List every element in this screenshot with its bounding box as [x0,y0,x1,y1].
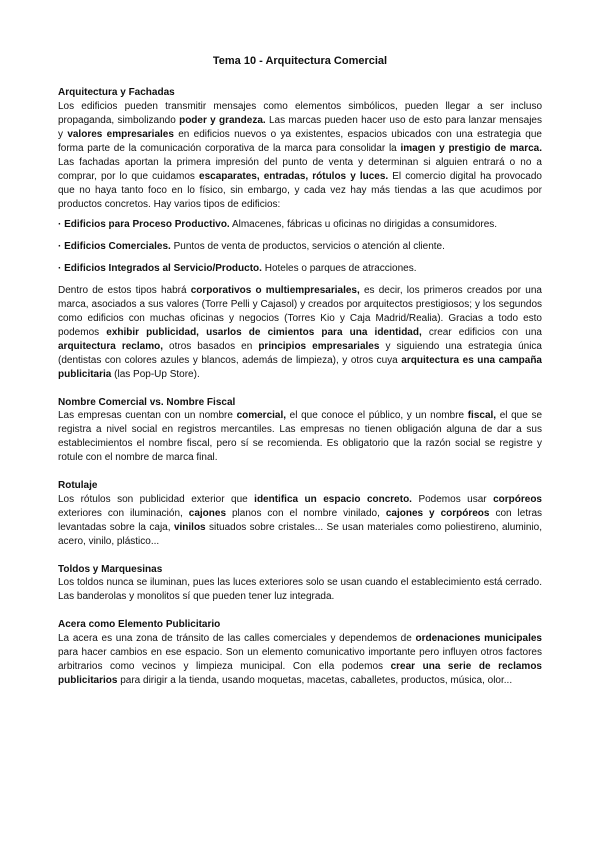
section-rotulaje [58,479,542,549]
document-title: Tema 10 - Arquitectura Comercial [212,55,388,67]
section-heading: Arquitectura y Fachadas [58,87,175,98]
paragraph: Los toldos nunca se iluminan, pues las luces exteriores solo se usan cuando el establecimiento está cerrado. Las banderolas y monolitos sí que pueden tener luz integrada. [58,577,542,602]
section-nombre-comercial-fiscal [58,396,542,466]
list-item: · Edificios Comerciales. Puntos de venta de productos, servicios o atención al cliente. [58,240,445,252]
paragraph: Las empresas cuentan con un nombre comercial, el que conoce el público, y un nombre fiscal, el que se registra a nivel social en registros mercantiles. Las empresas no tienen obligación alguna de dar a sus establecimientos el nombre fiscal, pero sí se recomienda. Es obligatorio que la razón social se registre y rotule con el nombre de marca final. [58,410,542,463]
paragraph: Los rótulos son publicidad exterior que identifica un espacio concreto. Podemos usar corpóreos exteriores con iluminación, cajones planos con el nombre vinilado, cajones y corpóreos con letras levantadas sobre la caja, vinilos situados sobre cristales... Se usan materiales como poliestireno, aluminio, acero, vinilo, plástico... [58,493,543,547]
list-item: · Edificios para Proceso Productivo. Almacenes, fábricas u oficinas no dirigidas a consumidores. [58,218,498,230]
section-heading: Toldos y Marquesinas [58,563,163,575]
section-heading: Nombre Comercial vs. Nombre Fiscal [58,396,236,408]
section-toldos-marquesinas [58,563,542,605]
paragraph: La acera es una zona de tránsito de las calles comerciales y dependemos de ordenaciones municipales para hacer cambios en ese espacio. Son un elemento comunicativo importante pero influyen otros factores arbitrarios como vecinos y limpieza municipal. Con ella podemos crear una serie de reclamos publicitarios para dirigir a la tienda, usando moquetas, macetas, caballetes, productos, música, olor... [58,632,542,686]
section-arquitectura-fachadas [58,86,542,382]
section-heading: Rotulaje [58,480,98,491]
paragraph: Dentro de estos tipos habrá corporativos o multiempresariales, es decir, los primeros creados por una marca, asociados a sus valores (Torre Pelli y Cajasol) y creados por arquitectos prestigiosos; y los segundos como edificios con muchas oficinas y negocios (Torres Kio y Caja Madrid/Realia). Gracias a todo esto podemos exhibir publicidad, usarlos de cimientos para una identidad, crear edificios con una arquitectura reclamo, otros basados en principios empresariales y siguiendo una estrategia única (dentistas con colores azules y blancos, además de limpieza), y otros cuya arquitectura es una campaña publicitaria (las Pop-Up Store). [58,284,542,380]
section-heading: Acera como Elemento Publicitario [58,619,221,630]
paragraph: Los edificios pueden transmitir mensajes como elementos simbólicos, pueden llegar a ser incluso propaganda, simbolizando poder y grandeza. Las marcas pueden hacer uso de esto para lanzar mensajes y valores empresariales en edificios nuevos o ya existentes, espacios ubicados con una estrategia que forma parte de la comunicación corporativa de la marca para consolidar la imagen y prestigio de marca. Las fachadas aportan la primera impresión del punto de venta y determinan si alguien entrará o no a comprar, por lo que cuidamos escaparates, entradas, rótulos y luces. El comercio digital ha provocado que no haya tanto foco en lo físico, sin embargo, y cada vez hay más tiendas a las que acudimos por productos concretos. Hay varios tipos de edificios: [58,100,543,210]
section-acera [58,618,542,688]
list-item: · Edificios Integrados al Servicio/Producto. Hoteles o parques de atracciones. [58,262,417,274]
